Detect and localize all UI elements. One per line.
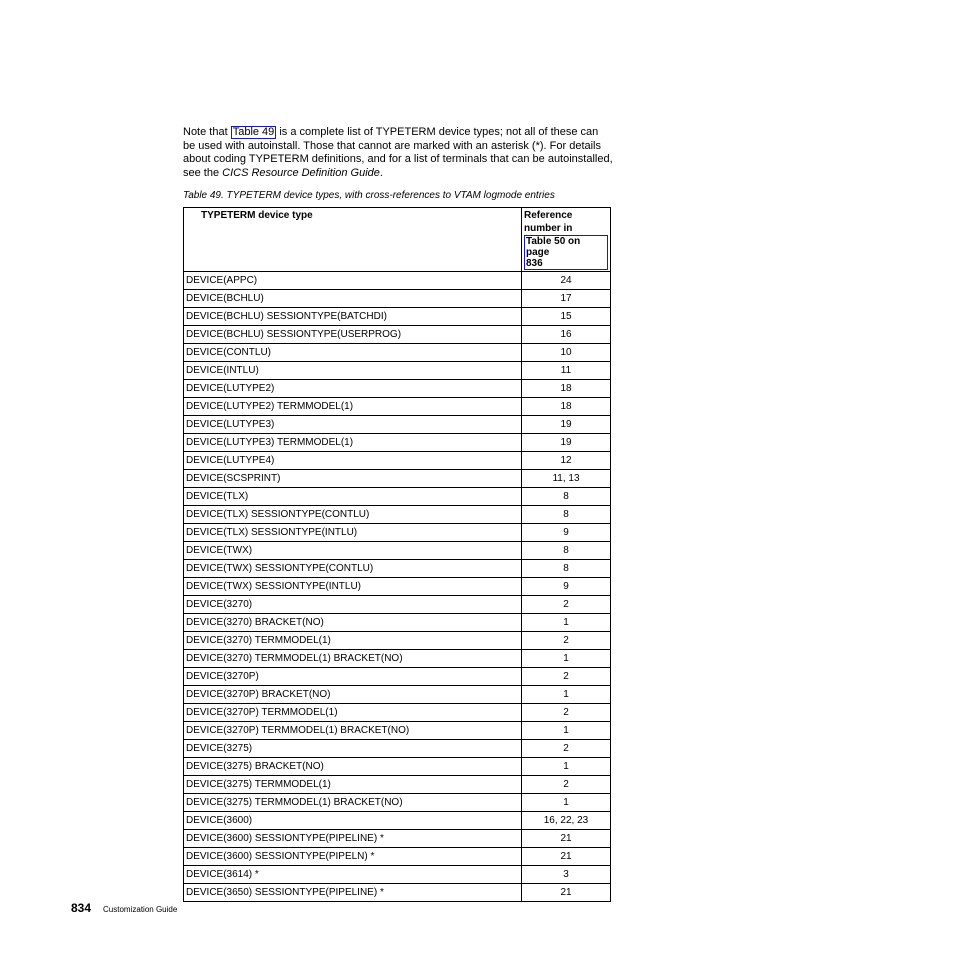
table-row [184,883,611,901]
table-row [184,847,611,865]
table-row [184,415,611,433]
reference-number-cell: 19 [522,433,611,451]
table-row [184,289,611,307]
reference-number-cell: 1 [522,685,611,703]
device-type-cell: DEVICE(3270) TERMMODEL(1) [184,631,522,649]
device-type-cell: DEVICE(3270P) [184,667,522,685]
device-type-cell: DEVICE(LUTYPE3) TERMMODEL(1) [184,433,522,451]
typeterm-table [183,207,611,902]
device-type-cell: DEVICE(TLX) [184,487,522,505]
device-type-cell: DEVICE(3275) BRACKET(NO) [184,757,522,775]
header-device-type: TYPETERM device type [184,208,522,272]
device-type-cell: DEVICE(SCSPRINT) [184,469,522,487]
table-row [184,487,611,505]
device-type-cell: DEVICE(BCHLU) SESSIONTYPE(USERPROG) [184,325,522,343]
device-type-cell: DEVICE(BCHLU) SESSIONTYPE(BATCHDI) [184,307,522,325]
reference-number-cell: 3 [522,865,611,883]
table-row [184,397,611,415]
device-type-cell: DEVICE(3600) SESSIONTYPE(PIPELN) * [184,847,522,865]
reference-number-cell: 10 [522,343,611,361]
reference-number-cell: 19 [522,415,611,433]
device-type-cell: DEVICE(TWX) SESSIONTYPE(CONTLU) [184,559,522,577]
reference-number-cell: 12 [522,451,611,469]
table-row [184,505,611,523]
table-row [184,451,611,469]
device-type-cell: DEVICE(3275) TERMMODEL(1) BRACKET(NO) [184,793,522,811]
device-type-cell: DEVICE(TWX) [184,541,522,559]
header-ref-line1: Reference [524,210,573,221]
table-row [184,433,611,451]
reference-number-cell: 21 [522,883,611,901]
page-footer [71,899,177,917]
page-number: 834 [71,901,92,915]
table-row [184,559,611,577]
device-type-cell: DEVICE(TLX) SESSIONTYPE(CONTLU) [184,505,522,523]
table-row [184,379,611,397]
reference-number-cell: 16 [522,325,611,343]
reference-number-cell: 21 [522,847,611,865]
table-row [184,775,611,793]
device-type-cell: DEVICE(TLX) SESSIONTYPE(INTLU) [184,523,522,541]
device-type-cell: DEVICE(3600) [184,811,522,829]
table-caption: Table 49. TYPETERM device types, with cross-references to VTAM logmode entries [183,190,555,201]
table-row [184,721,611,739]
reference-number-cell: 2 [522,595,611,613]
table-row [184,361,611,379]
intro-text-1: Note that [183,126,231,138]
header-reference [522,208,611,272]
reference-number-cell: 1 [522,613,611,631]
device-type-cell: DEVICE(BCHLU) [184,289,522,307]
device-type-cell: DEVICE(3270) BRACKET(NO) [184,613,522,631]
table-row [184,325,611,343]
reference-number-cell: 2 [522,631,611,649]
intro-paragraph [183,126,613,180]
reference-number-cell: 18 [522,379,611,397]
table-row [184,793,611,811]
device-type-cell: DEVICE(3275) TERMMODEL(1) [184,775,522,793]
device-type-cell: DEVICE(LUTYPE4) [184,451,522,469]
reference-number-cell: 21 [522,829,611,847]
intro-text-2: is a complete list of TYPETERM device types; not all of these can be used with autoinstall. Those that cannot are marked with an asterisk (*). For details about coding TYPETERM definitions, and for a list of terminals that can be autoinstalled, see the [183,126,613,179]
device-type-cell: DEVICE(3270) TERMMODEL(1) BRACKET(NO) [184,649,522,667]
table-row [184,307,611,325]
table-row [184,541,611,559]
table-row [184,667,611,685]
device-type-cell: DEVICE(3650) SESSIONTYPE(PIPELINE) * [184,883,522,901]
device-type-cell: DEVICE(3270) [184,595,522,613]
reference-number-cell: 9 [522,577,611,595]
table-row [184,649,611,667]
device-type-cell: DEVICE(LUTYPE3) [184,415,522,433]
table-row [184,829,611,847]
device-type-cell: DEVICE(3270P) BRACKET(NO) [184,685,522,703]
reference-number-cell: 1 [522,757,611,775]
table-header-row [184,208,611,272]
book-title: CICS Resource Definition Guide [222,166,380,179]
reference-number-cell: 2 [522,739,611,757]
table-row [184,865,611,883]
reference-number-cell: 8 [522,487,611,505]
table-50-link-line1: Table 50 on page [526,236,581,258]
device-type-cell: DEVICE(APPC) [184,271,522,289]
reference-number-cell: 11 [522,361,611,379]
reference-number-cell: 9 [522,523,611,541]
device-type-cell: DEVICE(TWX) SESSIONTYPE(INTLU) [184,577,522,595]
table-row [184,595,611,613]
table-row [184,631,611,649]
reference-number-cell: 1 [522,721,611,739]
intro-text-3: . [379,166,383,179]
table-body [184,271,611,901]
reference-number-cell: 15 [522,307,611,325]
reference-number-cell: 8 [522,559,611,577]
device-type-cell: DEVICE(CONTLU) [184,343,522,361]
table-row [184,271,611,289]
guide-name: Customization Guide [103,905,178,914]
reference-number-cell: 2 [522,775,611,793]
device-type-cell: DEVICE(3270P) TERMMODEL(1) [184,703,522,721]
table-row [184,703,611,721]
table-49-link[interactable]: Table 49 [232,126,275,138]
reference-number-cell: 2 [522,703,611,721]
reference-number-cell: 16, 22, 23 [522,811,611,829]
table-row [184,811,611,829]
device-type-cell: DEVICE(INTLU) [184,361,522,379]
table-row [184,343,611,361]
table-50-link-line2: 836 [526,258,543,269]
table-row [184,613,611,631]
device-type-cell: DEVICE(3270P) TERMMODEL(1) BRACKET(NO) [184,721,522,739]
table-row [184,523,611,541]
reference-number-cell: 17 [522,289,611,307]
reference-number-cell: 8 [522,541,611,559]
reference-number-cell: 1 [522,649,611,667]
table-50-link[interactable] [524,235,608,270]
table-row [184,577,611,595]
device-type-cell: DEVICE(LUTYPE2) [184,379,522,397]
reference-number-cell: 24 [522,271,611,289]
reference-number-cell: 8 [522,505,611,523]
table-row [184,685,611,703]
header-ref-line2: number in [524,222,573,234]
reference-number-cell: 11, 13 [522,469,611,487]
device-type-cell: DEVICE(3275) [184,739,522,757]
device-type-cell: DEVICE(LUTYPE2) TERMMODEL(1) [184,397,522,415]
table-row [184,757,611,775]
reference-number-cell: 2 [522,667,611,685]
table-row [184,469,611,487]
reference-number-cell: 1 [522,793,611,811]
table-row [184,739,611,757]
device-type-cell: DEVICE(3600) SESSIONTYPE(PIPELINE) * [184,829,522,847]
device-type-cell: DEVICE(3614) * [184,865,522,883]
reference-number-cell: 18 [522,397,611,415]
